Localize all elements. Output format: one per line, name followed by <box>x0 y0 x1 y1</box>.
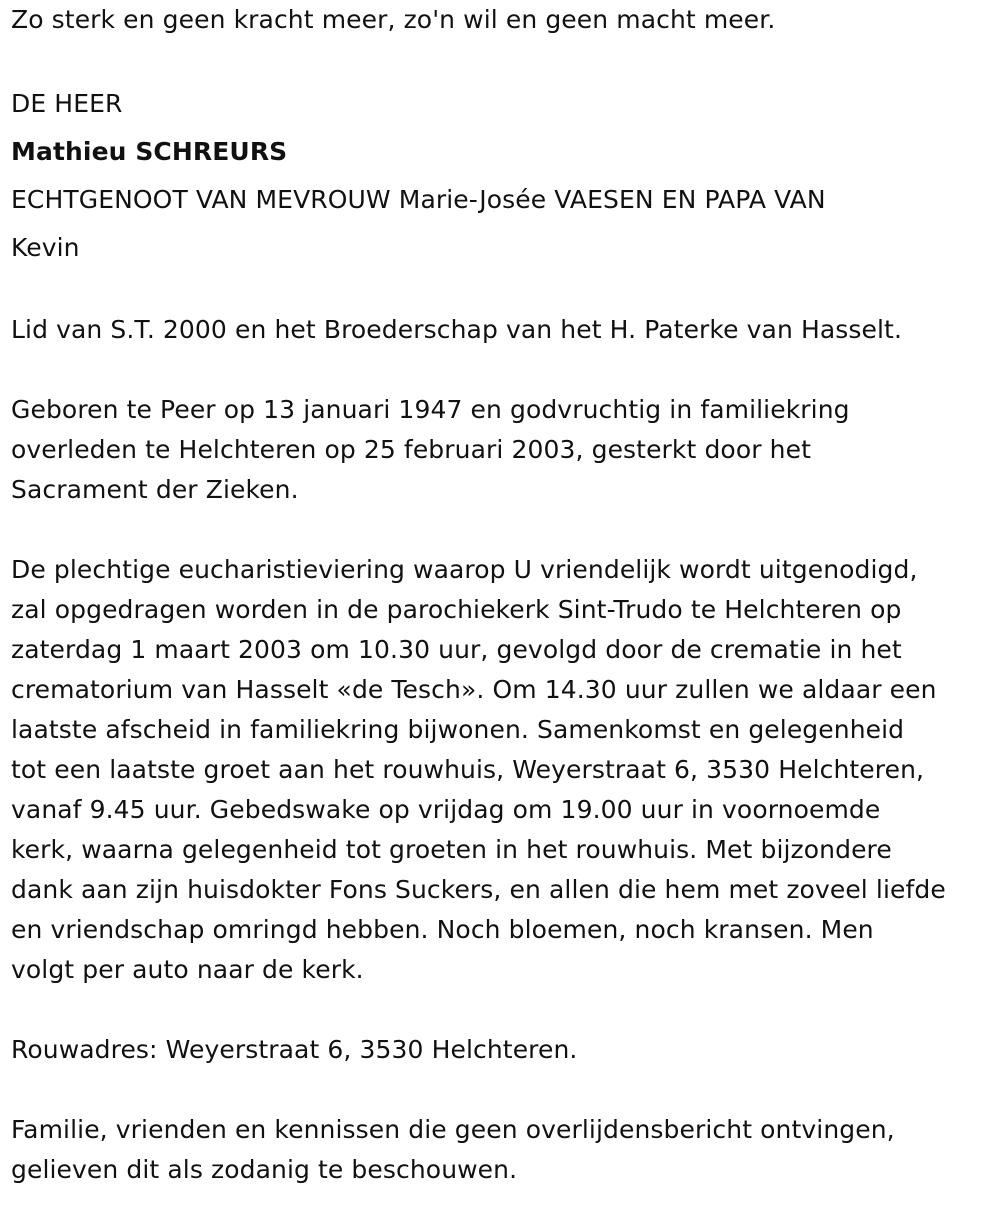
paragraph-line: vanaf 9.45 uur. Gebedswake op vrijdag om 19.00 uur in voornoemde <box>11 795 881 824</box>
spacer <box>11 1070 991 1110</box>
spacer <box>11 40 991 80</box>
paragraph-line: De plechtige eucharistieviering waarop U vriendelijk wordt uitgenodigd, <box>11 555 918 584</box>
relation-line-1: ECHTGENOOT VAN MEVROUW Marie-Josée VAESEN EN PAPA VAN <box>11 185 826 214</box>
deceased-name: Mathieu SCHREURS <box>11 137 288 166</box>
spacer <box>11 272 991 310</box>
birth-death-paragraph <box>11 390 991 510</box>
paragraph-line: tot een laatste groet aan het rouwhuis, Weyerstraat 6, 3530 Helchteren, <box>11 755 925 784</box>
relation-line-2: Kevin <box>11 233 80 262</box>
mourning-address: Rouwadres: Weyerstraat 6, 3530 Helchteren. <box>11 1035 578 1064</box>
paragraph-line: Familie, vrienden en kennissen die geen overlijdensbericht ontvingen, <box>11 1115 895 1144</box>
obituary-document <box>11 0 991 1190</box>
paragraph-line: kerk, waarna gelegenheid tot groeten in het rouwhuis. Met bijzondere <box>11 835 892 864</box>
paragraph-line: gelieven dit als zodanig te beschouwen. <box>11 1155 518 1184</box>
paragraph-line: zaterdag 1 maart 2003 om 10.30 uur, gevolgd door de crematie in het <box>11 635 902 664</box>
paragraph-line: overleden te Helchteren op 25 februari 2003, gesterkt door het <box>11 435 811 464</box>
motto: Zo sterk en geen kracht meer, zo'n wil en geen macht meer. <box>11 5 776 34</box>
paragraph-line: en vriendschap omringd hebben. Noch bloemen, noch kransen. Men <box>11 915 874 944</box>
paragraph-line: Sacrament der Zieken. <box>11 475 299 504</box>
paragraph-line: crematorium van Hasselt «de Tesch». Om 14.30 uur zullen we aldaar een <box>11 675 937 704</box>
paragraph-line: volgt per auto naar de kerk. <box>11 955 364 984</box>
title-prefix: DE HEER <box>11 89 123 118</box>
membership-text: Lid van S.T. 2000 en het Broederschap van het H. Paterke van Hasselt. <box>11 315 902 344</box>
ceremony-paragraph <box>11 550 991 990</box>
spacer <box>11 510 991 550</box>
paragraph-line: zal opgedragen worden in de parochiekerk Sint-Trudo te Helchteren op <box>11 595 902 624</box>
closing-paragraph <box>11 1110 991 1190</box>
spacer <box>11 350 991 390</box>
spacer <box>11 990 991 1030</box>
paragraph-line: laatste afscheid in familiekring bijwonen. Samenkomst en gelegenheid <box>11 715 905 744</box>
paragraph-line: Geboren te Peer op 13 januari 1947 en godvruchtig in familiekring <box>11 395 850 424</box>
paragraph-line: dank aan zijn huisdokter Fons Suckers, en allen die hem met zoveel liefde <box>11 875 946 904</box>
